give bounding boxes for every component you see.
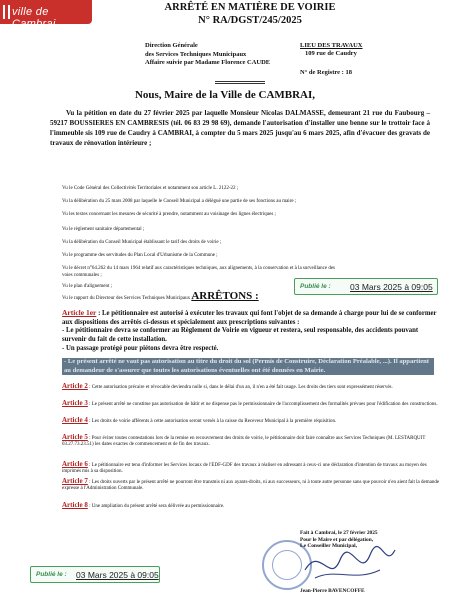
stamp-label: Publié le : <box>300 283 331 290</box>
vu-item: Vu le programme des servitudes du Plan Local d'Urbanisme de la Commune ; <box>62 253 218 258</box>
registre-number: N° de Registre : 18 <box>300 69 352 76</box>
article-label: Article 6 <box>62 460 88 468</box>
article-text: : Le pétitionnaire est autorisé à exécuter les travaux qui font l'objet de sa demande à charge pour lui de se conformer aux dispositions des arrêtés ci-dessus et spécialement aux prescriptions suivantes : <box>62 310 437 326</box>
article-label: Article 7 <box>62 477 88 485</box>
vu-item: Vu le Code Général des Collectivités Territoriales et notamment son article L. 2122-22 ; <box>62 186 239 191</box>
article-1 <box>62 309 442 327</box>
article-label: Article 1er <box>62 308 97 317</box>
article-text: : Une ampliation du présent arrêté sera délivrée au permissionnaire. <box>89 504 225 509</box>
direction-line: Direction Générale <box>145 42 198 49</box>
vu-item: Vu le rapport du Directeur des Services Techniques Municipaux ; <box>62 296 193 301</box>
article-5 <box>62 434 442 448</box>
direction-line: des Services Techniques Municipaux <box>145 50 247 58</box>
petition-paragraph: Vu la pétition en date du 27 février 2025 par laquelle Monsieur Nicolas DALMASSE, demeurant 21 rue du Faubourg – 59217 BOUSSIERES EN CAMBRESIS (tél. 06 83 29 98 69), demande l'autorisation d'installer une benne sur le trottoir face à l'immeuble sis 109 rue de Caudry à CAMBRAI, à compter du 5 mars 2025 jusqu'au 6 mars 2025, afin d'évacuer des gravats de travaux de rénovation intérieure ; <box>50 109 430 147</box>
stamp-label: Publié le : <box>36 571 67 578</box>
signature-line: Pour le Maire et par délégation, <box>300 536 374 543</box>
belfry-icon <box>3 5 10 19</box>
vu-item: Vu les textes concernant les mesures de sécurité à prendre, notamment au voisinage des lignes électriques ; <box>62 212 276 217</box>
article-1-bullet: - Un passage protégé pour piétons devra être respecté. <box>62 345 219 352</box>
published-stamp-bottom <box>30 566 160 583</box>
article-label: Article 5 <box>62 433 88 441</box>
signature-block <box>300 530 430 550</box>
article-label: Article 4 <box>62 416 88 424</box>
article-text: : Pour éviter toutes contestations lors de la remise en recouvrement des droits de voirie, le pétitionnaire doit faire connaître aux Services Techniques (M. LESTARQUIT 03.27.73.23.51) les dates exactes de commencement et de fin des travaux. <box>62 436 426 447</box>
article-3 <box>62 400 442 408</box>
article-label: Article 3 <box>62 399 88 407</box>
signature-line: Fait à Cambrai, le 27 février 2025 <box>300 530 378 536</box>
vu-item: Vu le règlement sanitaire départemental ; <box>62 227 145 232</box>
article-text: : Les droits ouverts par le présent arrêté ne pourront être transmis ni aux ayants-droits, ni aux successeurs, ni à toute autre personne sans que pouvoir n'en aient fait la demande expresse à l'Administration Communale. <box>62 480 440 491</box>
vu-item: Vu la délibération du Conseil Municipal établissant le tarif des droits de voirie ; <box>62 240 222 245</box>
vu-item-continuation: voies communales ; <box>62 273 102 278</box>
article-text: : Le pétitionnaire est tenu d'informer les Services locaux de l'EDF-GDF des travaux à réaliser en adressant à ceux-ci une déclaration d'intention de travaux au moyen des imprimés mis à sa disposition. <box>62 463 427 474</box>
nous-heading: Nous, Maire de la Ville de CAMBRAI, <box>134 89 316 101</box>
arretons-heading: ARRÊTONS : <box>191 290 259 302</box>
article-4 <box>62 417 442 425</box>
signature-line: Le Conseiller Municipal, <box>300 543 357 549</box>
article-6 <box>62 461 442 475</box>
article-8 <box>62 502 442 510</box>
article-1-highlight: - Le présent arrêté ne vaut pas autorisation au titre du droit du sol (Permis de Construire, Déclaration Préalable, ...). Il appartient au demandeur de s'assurer que toutes les autorisations éventuelles ont été données en Mairie. <box>64 358 430 374</box>
vu-item: Vu le plan d'alignement ; <box>62 284 113 289</box>
article-2 <box>62 383 442 391</box>
direction-line: Affaire suivie par Madame Florence CAUDE <box>145 59 271 66</box>
article-1-bullet: - Le pétitionnaire devra se conformer au Règlement de Voirie en vigueur et restera, seul responsable, des accidents pouvant survenir du fait de cette installation. <box>62 327 419 343</box>
article-text: : Le présent arrêté ne constitue pas autorisation de bâtir et ne dispense pas le permissionnaire de l'accomplissement des formalités prévues pour l'édification des constructions. <box>89 402 438 407</box>
stamp-date: 03 Mars 2025 à 09:05 <box>350 282 433 292</box>
logo-text: ville de Cambrai <box>12 6 56 30</box>
article-text: : Cette autorisation précaire et révocable deviendra nulle si, dans le délai d'un an, il n'en a été fait usage. Les droits des tiers sont expressément réservés. <box>89 385 393 390</box>
direction-block <box>145 42 270 68</box>
article-text: : Les droits de voirie afférents à cette autorisation seront versés à la caisse du Receveur Municipal à la première réquisition. <box>89 419 337 424</box>
article-7 <box>62 478 442 492</box>
document-number: N° RA/DGST/245/2025 <box>198 15 302 26</box>
vu-item: Vu le décret n°64.262 du 14 mars 1964 relatif aux caractéristiques techniques, aux alignements, à la conservation et à la surveillance des <box>62 266 335 271</box>
article-label: Article 2 <box>62 382 88 390</box>
separator <box>215 81 265 84</box>
vu-item: Vu la délibération du 25 mars 2008 par laquelle le Conseil Municipal a délégué une partie de ses fonctions au maire ; <box>62 199 297 204</box>
seal-inner-ring <box>272 550 302 580</box>
cambrai-logo <box>0 0 92 30</box>
signatory-name: Jean-Pierre BAVENCOFFE <box>300 588 365 594</box>
lieu-heading: LIEU DES TRAVAUX <box>300 42 363 49</box>
article-label: Article 8 <box>62 501 88 509</box>
document-title: ARRÊTÉ EN MATIÈRE DE VOIRIE <box>164 2 336 13</box>
lieu-value: 109 rue de Caudry <box>305 50 357 57</box>
stamp-date: 03 Mars 2025 à 09:05 <box>76 570 159 580</box>
